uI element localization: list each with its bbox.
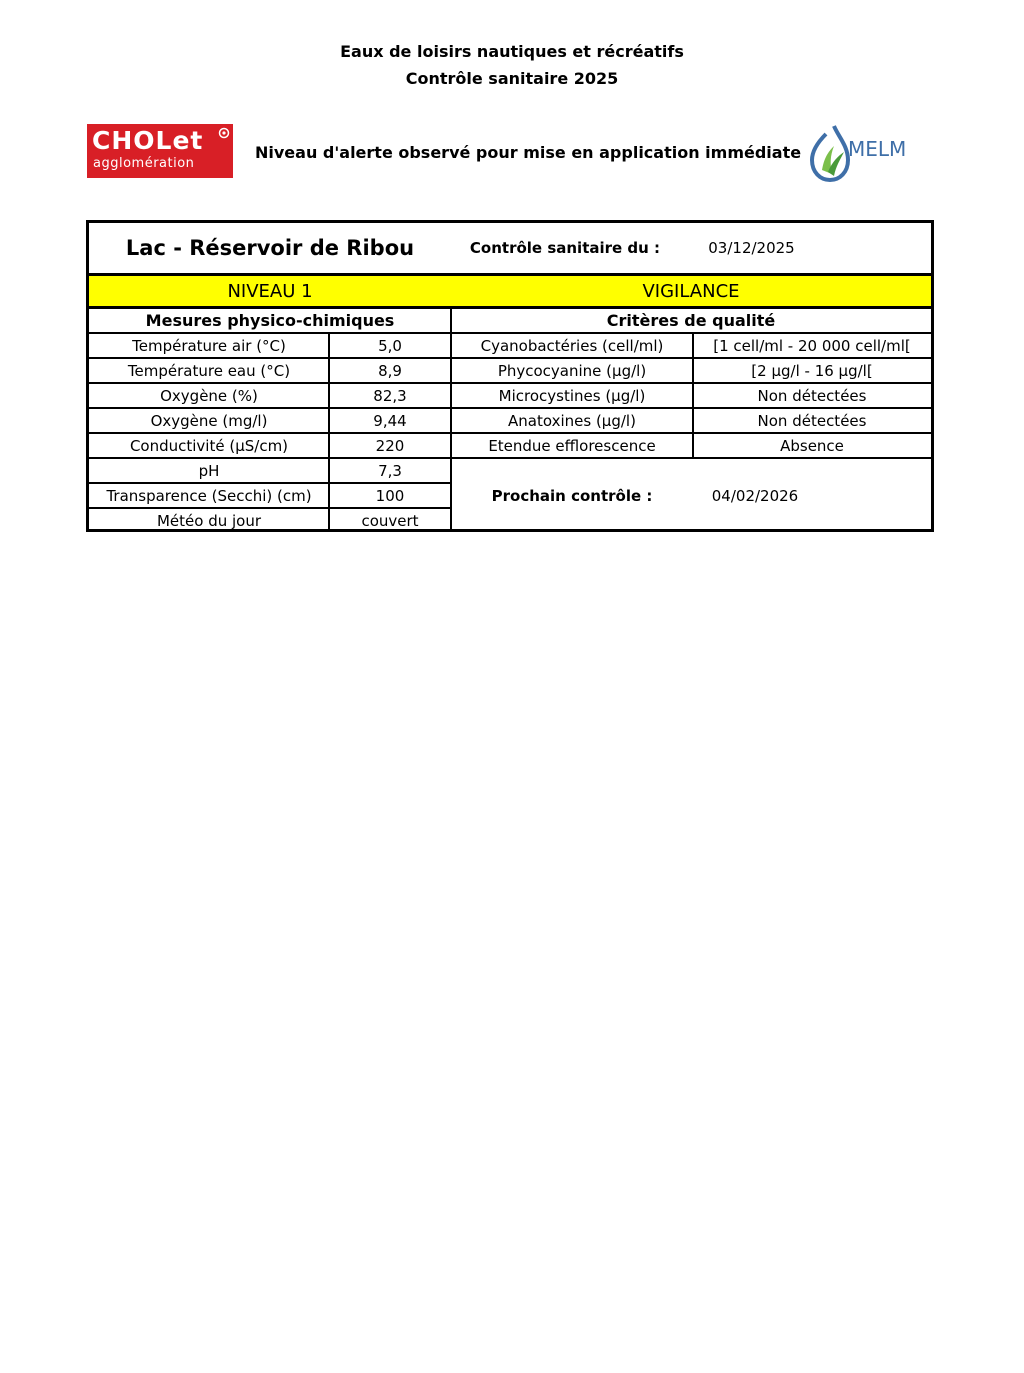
divider: [89, 507, 451, 509]
divider: [89, 382, 931, 384]
divider: [451, 457, 931, 459]
control-date-label: Contrôle sanitaire du :: [469, 239, 661, 257]
physico-label: Météo du jour: [156, 511, 262, 530]
divider: [89, 306, 931, 309]
table-row: [89, 334, 931, 357]
level-status: VIGILANCE: [642, 280, 740, 302]
divider: [89, 273, 931, 276]
cholet-logo-sub: agglomération: [93, 156, 195, 171]
physico-label: Conductivité (µS/cm): [129, 436, 289, 455]
physico-label: Température air (°C): [132, 336, 286, 355]
table-row: [89, 509, 931, 532]
cholet-logo-mark-icon: [218, 127, 230, 139]
level-label: NIVEAU 1: [227, 280, 313, 302]
next-control-label: Prochain contrôle :: [491, 486, 653, 505]
next-control-date: 04/02/2026: [711, 486, 799, 505]
table-row: [89, 359, 931, 382]
quality-value: Absence: [780, 436, 844, 455]
table-row: [89, 384, 931, 407]
site-header-row: [89, 223, 931, 273]
physico-label: Température eau (°C): [127, 361, 291, 380]
quality-heading: Critères de qualité: [606, 311, 776, 330]
quality-label: Etendue efflorescence: [488, 436, 656, 455]
divider: [89, 432, 931, 434]
physico-value: 5,0: [378, 336, 402, 355]
divider: [89, 357, 931, 359]
divider: [89, 482, 451, 484]
physico-label: Oxygène (%): [160, 386, 258, 405]
physico-value: 100: [375, 486, 405, 505]
quality-label: Cyanobactéries (cell/ml): [480, 336, 664, 355]
alert-level-row: [89, 276, 931, 306]
site-name: Lac - Réservoir de Ribou: [125, 236, 415, 260]
document-title: [0, 38, 1024, 92]
title-line-1: Eaux de loisirs nautiques et récréatifs: [340, 42, 684, 61]
quality-value: [2 µg/l - 16 µg/l[: [751, 361, 873, 380]
quality-label: Microcystines (µg/l): [498, 386, 646, 405]
physico-value: 220: [375, 436, 405, 455]
sanitary-control-table: [86, 220, 934, 532]
physico-heading: Mesures physico-chimiques: [145, 311, 395, 330]
quality-value: Non détectées: [757, 386, 867, 405]
cholet-agglomeration-logo: [87, 124, 233, 178]
table-row: [89, 484, 931, 507]
control-date-value: 03/12/2025: [708, 239, 795, 257]
physico-value: 82,3: [373, 386, 407, 405]
section-heading-row: [89, 309, 931, 332]
divider: [89, 457, 451, 459]
divider: [328, 334, 330, 532]
quality-value: [1 cell/ml - 20 000 cell/ml[: [713, 336, 911, 355]
table-row: [89, 409, 931, 432]
physico-value: 8,9: [378, 361, 402, 380]
table-row: [89, 459, 931, 482]
quality-value: Non détectées: [757, 411, 867, 430]
quality-label: Phycocyanine (µg/l): [497, 361, 647, 380]
physico-value: 9,44: [373, 411, 407, 430]
table-row: [89, 434, 931, 457]
cholet-logo-brand: CHOLet: [92, 126, 204, 155]
divider: [89, 407, 931, 409]
melm-logo-word: MELM: [848, 137, 907, 161]
divider: [692, 334, 694, 459]
physico-label: pH: [198, 461, 220, 480]
divider: [89, 332, 931, 334]
physico-value: couvert: [361, 511, 419, 530]
physico-label: Transparence (Secchi) (cm): [106, 486, 312, 505]
title-line-2: Contrôle sanitaire 2025: [405, 69, 619, 88]
divider: [450, 309, 452, 532]
physico-value: 7,3: [378, 461, 402, 480]
physico-label: Oxygène (mg/l): [150, 411, 268, 430]
alert-level-text: Niveau d'alerte observé pour mise en application immédiate: [255, 143, 802, 162]
melm-logo: [808, 122, 908, 186]
quality-label: Anatoxines (µg/l): [508, 411, 636, 430]
